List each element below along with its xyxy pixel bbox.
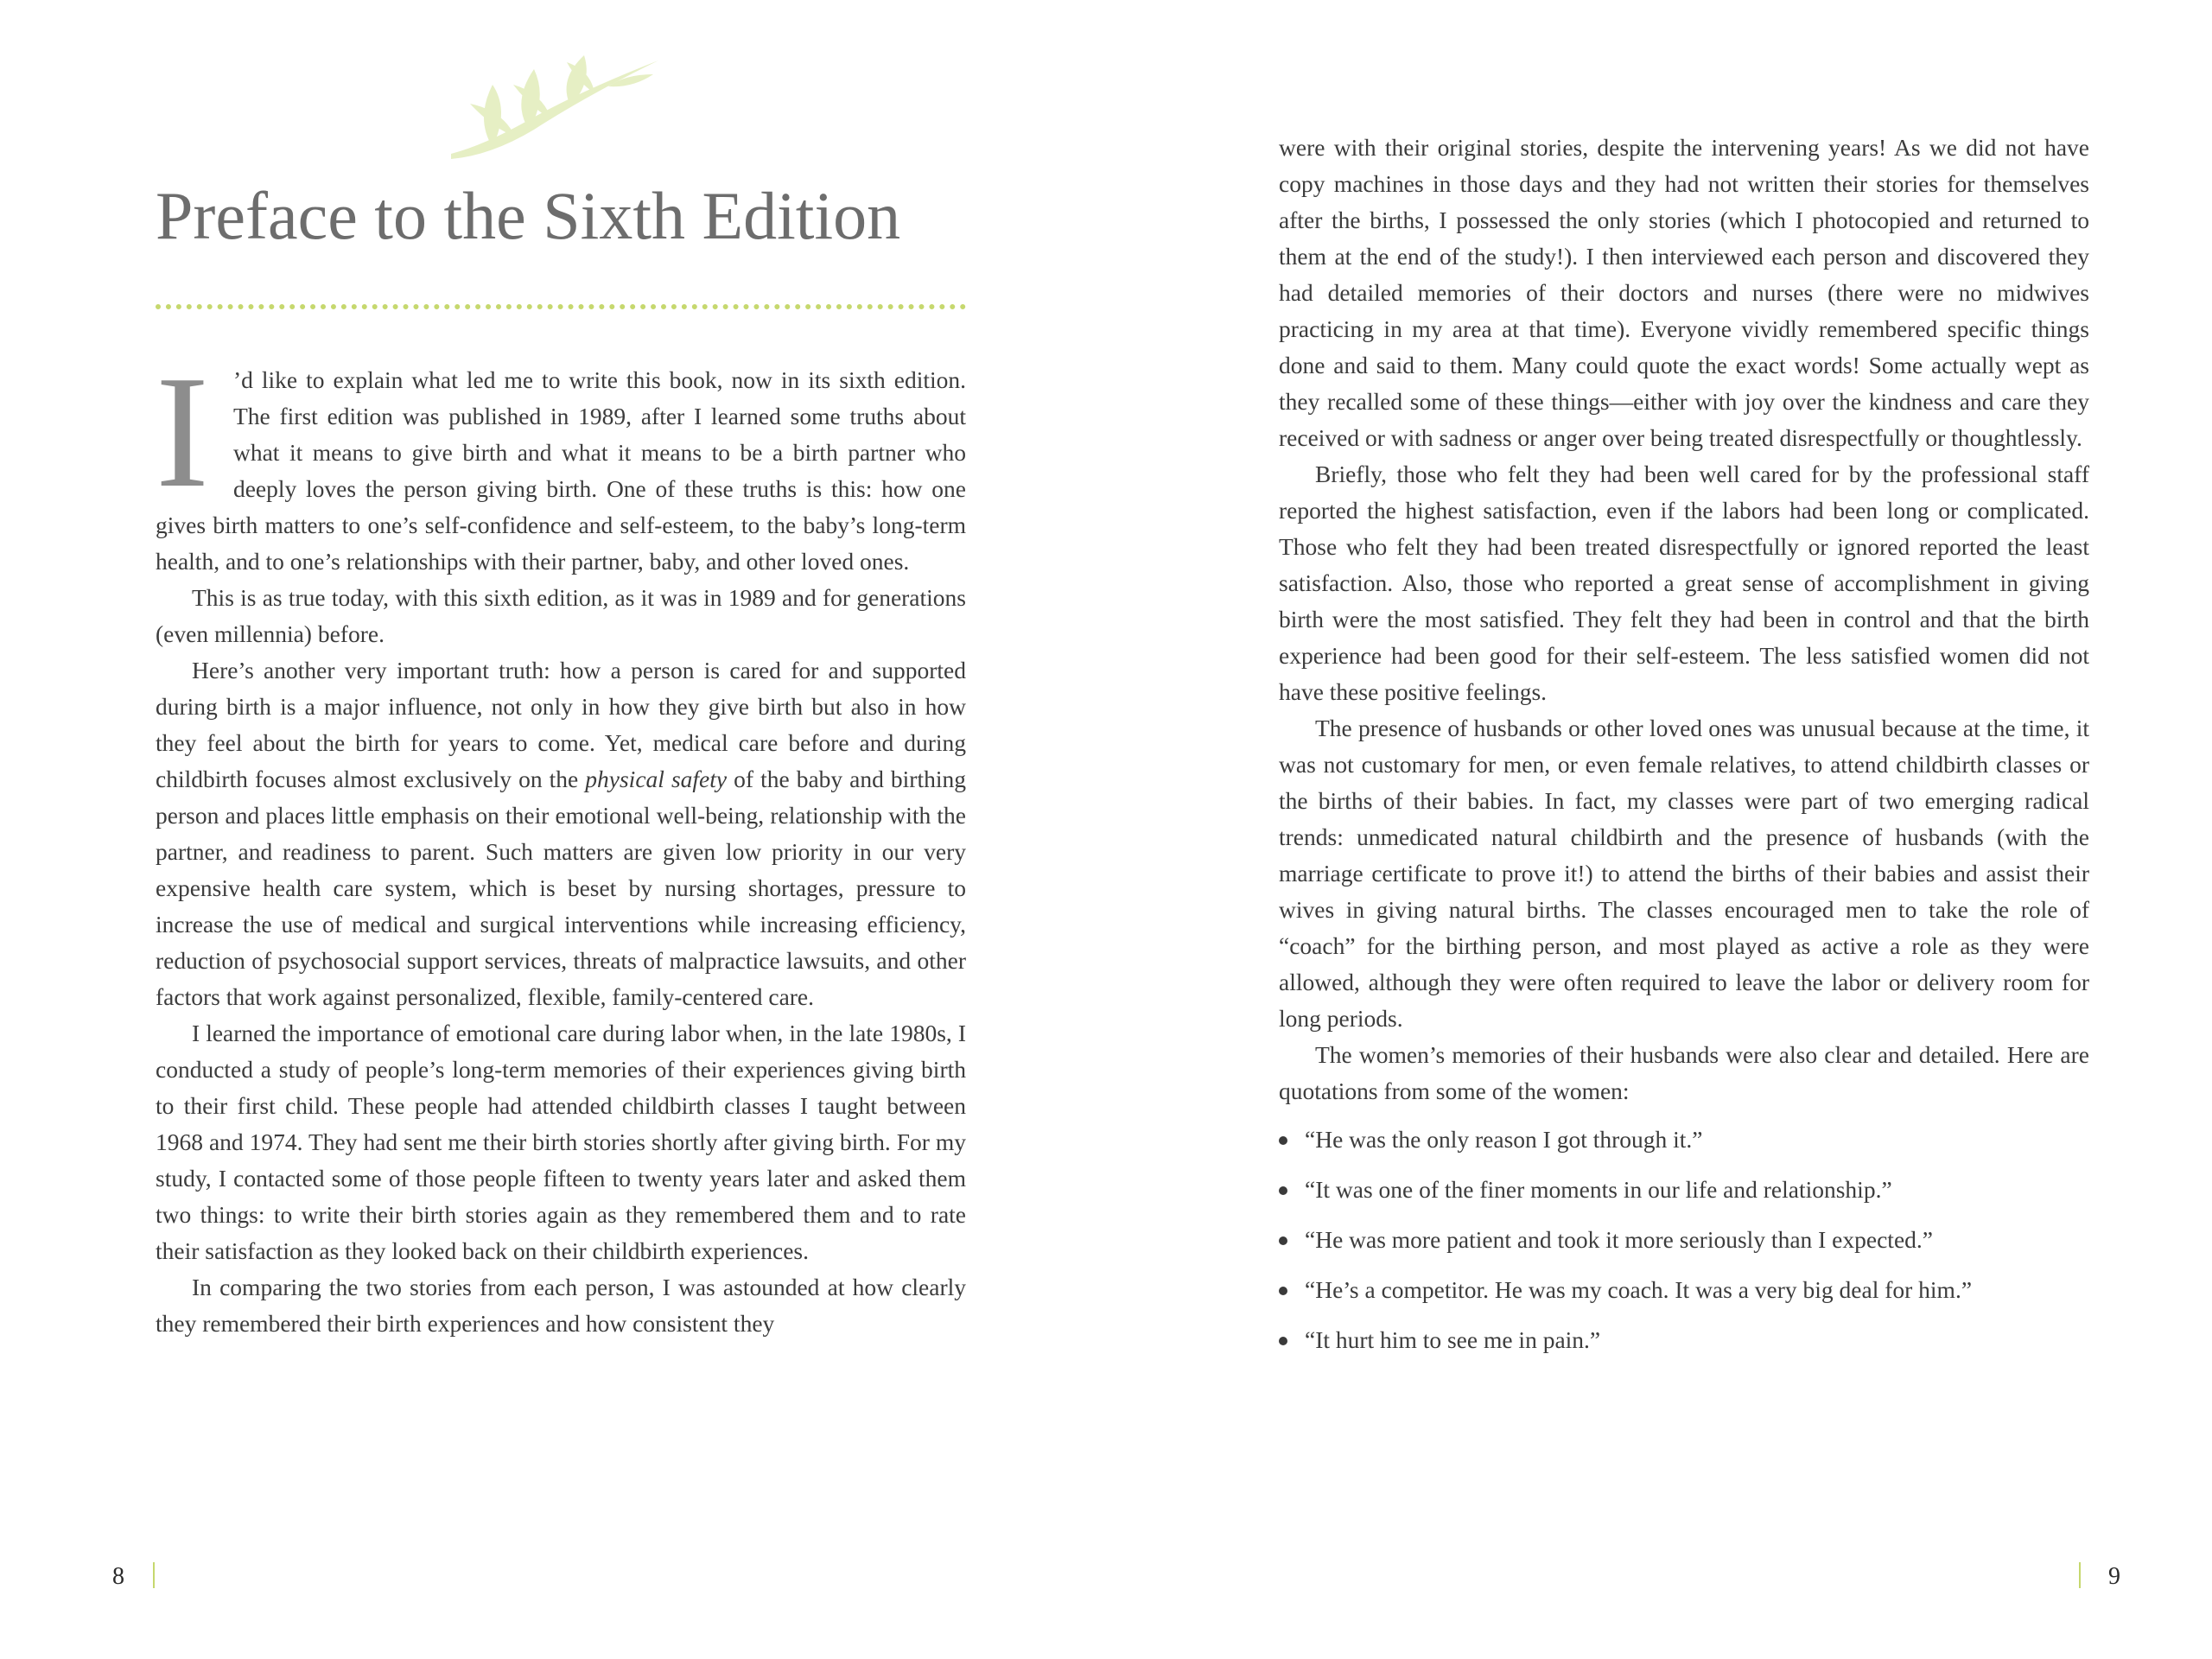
chapter-title: Preface to the Sixth Edition — [156, 178, 901, 253]
leaf-sprig-icon — [432, 50, 674, 171]
continued-paragraph: were with their original stories, despite the intervening years! As we did not have copy machines in those days and they had not written their stories for themselves after the births, I possessed the only stories (which I photocopied and returned to them at the end of the study!). I then interviewed each person and discovered they had detailed memories of their doctors and nurses (there were no midwives practicing in my area at that time). Everyone vividly remembered specific things done and said to them. Many could quote the exact words! Some actually wept as they recalled some of these things—either with joy over the kindness and care they received or with sadness or anger over being treated disrespectfully or thoughtlessly. — [1279, 134, 2089, 451]
quote-text: “He was more patient and took it more seriously than I expected.” — [1305, 1226, 1933, 1253]
left-body-text — [156, 343, 966, 1342]
bullet-icon — [1279, 1236, 1287, 1245]
paragraph-text: Here’s another very important truth: how a person is cared for and supported during birth is a major influence, not only in how they give birth but also in how they feel about the birth for years to come. Yet, medical care before and during childbirth focuses almost exclusively on the — [156, 657, 966, 792]
emphasis-text: physical safety — [585, 766, 728, 792]
page-number-bar — [2079, 1562, 2081, 1588]
quotation-list — [1279, 1122, 2089, 1358]
paragraph: The presence of husbands or other loved ones was unusual because at the time, it was not customary for men, or even female relatives, to attend childbirth classes or the births of their babies. In fact, my classes were part of two emerging radical trends: unmedicated natural childbirth and the presence of husbands (with the marriage certificate to prove it!) to attend the births of their babies and assist their wives in giving natural births. The classes encouraged men to take the role of “coach” for the birthing person, and most played as active a role as they were allowed, although they were often required to leave the labor or delivery room for long periods. — [1279, 715, 2089, 1032]
list-item — [1279, 1122, 2089, 1158]
quote-text: “He’s a competitor. He was my coach. It was a very big deal for him.” — [1305, 1276, 1973, 1303]
paragraph-text: of the baby and birthing person and places little emphasis on their emotional well-being, relationship with the partner, and readiness to parent. Such matters are given low priority in our very expensive health care system, which is beset by nursing shortages, pressure to increase the use of medical and surgical interventions while increasing efficiency, reduction of psychosocial support services, threats of malpractice lawsuits, and other factors that work against personalized, flexible, family-centered care. — [156, 766, 966, 1010]
paragraph-care-truth — [156, 652, 966, 1015]
opening-paragraph-text: ’d like to explain what led me to write this book, now in its sixth edition. The first edition was published in 1989, after I learned some truths about what it means to give birth and what it means to be a birth partner who deeply loves the person giving birth. One of these truths is this: how one gives birth matters to one’s self-confidence and self-esteem, to the baby’s long-term health, and to one’s relationships with their partner, baby, and other loved ones. — [156, 366, 966, 575]
bullet-icon — [1279, 1287, 1287, 1295]
quote-text: “It hurt him to see me in pain.” — [1305, 1326, 1601, 1353]
right-body-text — [1279, 130, 2089, 1372]
paragraph: The women’s memories of their husbands were also clear and detailed. Here are quotations from some of the women: — [1279, 1041, 2089, 1104]
dotted-divider — [156, 304, 966, 309]
list-item — [1279, 1272, 2089, 1308]
page-number-bar — [153, 1562, 155, 1588]
paragraph: This is as true today, with this sixth edition, as it was in 1989 and for generations (even millennia) before. — [156, 584, 966, 647]
page-number-right: 9 — [2108, 1563, 2120, 1590]
paragraph: In comparing the two stories from each person, I was astounded at how clearly they remembered their birth experiences and how consistent they — [156, 1274, 966, 1337]
opening-paragraph — [156, 343, 966, 580]
quote-text: “He was the only reason I got through it.” — [1305, 1126, 1703, 1153]
bullet-icon — [1279, 1186, 1287, 1195]
bullet-icon — [1279, 1136, 1287, 1145]
drop-cap: I — [156, 343, 209, 521]
paragraph: I learned the importance of emotional care during labor when, in the late 1980s, I conducted a study of people’s long-term memories of their experiences giving birth to their first child. These people had attended childbirth classes I taught between 1968 and 1974. They had sent me their birth stories shortly after giving birth. For my study, I contacted some of those people fifteen to twenty years later and asked them two things: to write their birth stories again as they remembered them and to rate their satisfaction as they looked back on their childbirth experiences. — [156, 1020, 966, 1264]
paragraph: Briefly, those who felt they had been well cared for by the professional staff reported the highest satisfaction, even if the labors had been long or complicated. Those who felt they had been treated disrespectfully or ignored reported the least satisfaction. Also, those who reported a great sense of accomplishment in giving birth were the most satisfied. They felt they had been in control and that the birth experience had been good for their self-esteem. The less satisfied women did not have these positive feelings. — [1279, 461, 2089, 705]
list-item — [1279, 1172, 2089, 1208]
page-number-left: 8 — [112, 1563, 124, 1590]
bullet-icon — [1279, 1337, 1287, 1345]
list-item — [1279, 1322, 2089, 1358]
quote-text: “It was one of the finer moments in our life and relationship.” — [1305, 1176, 1892, 1203]
list-item — [1279, 1222, 2089, 1258]
